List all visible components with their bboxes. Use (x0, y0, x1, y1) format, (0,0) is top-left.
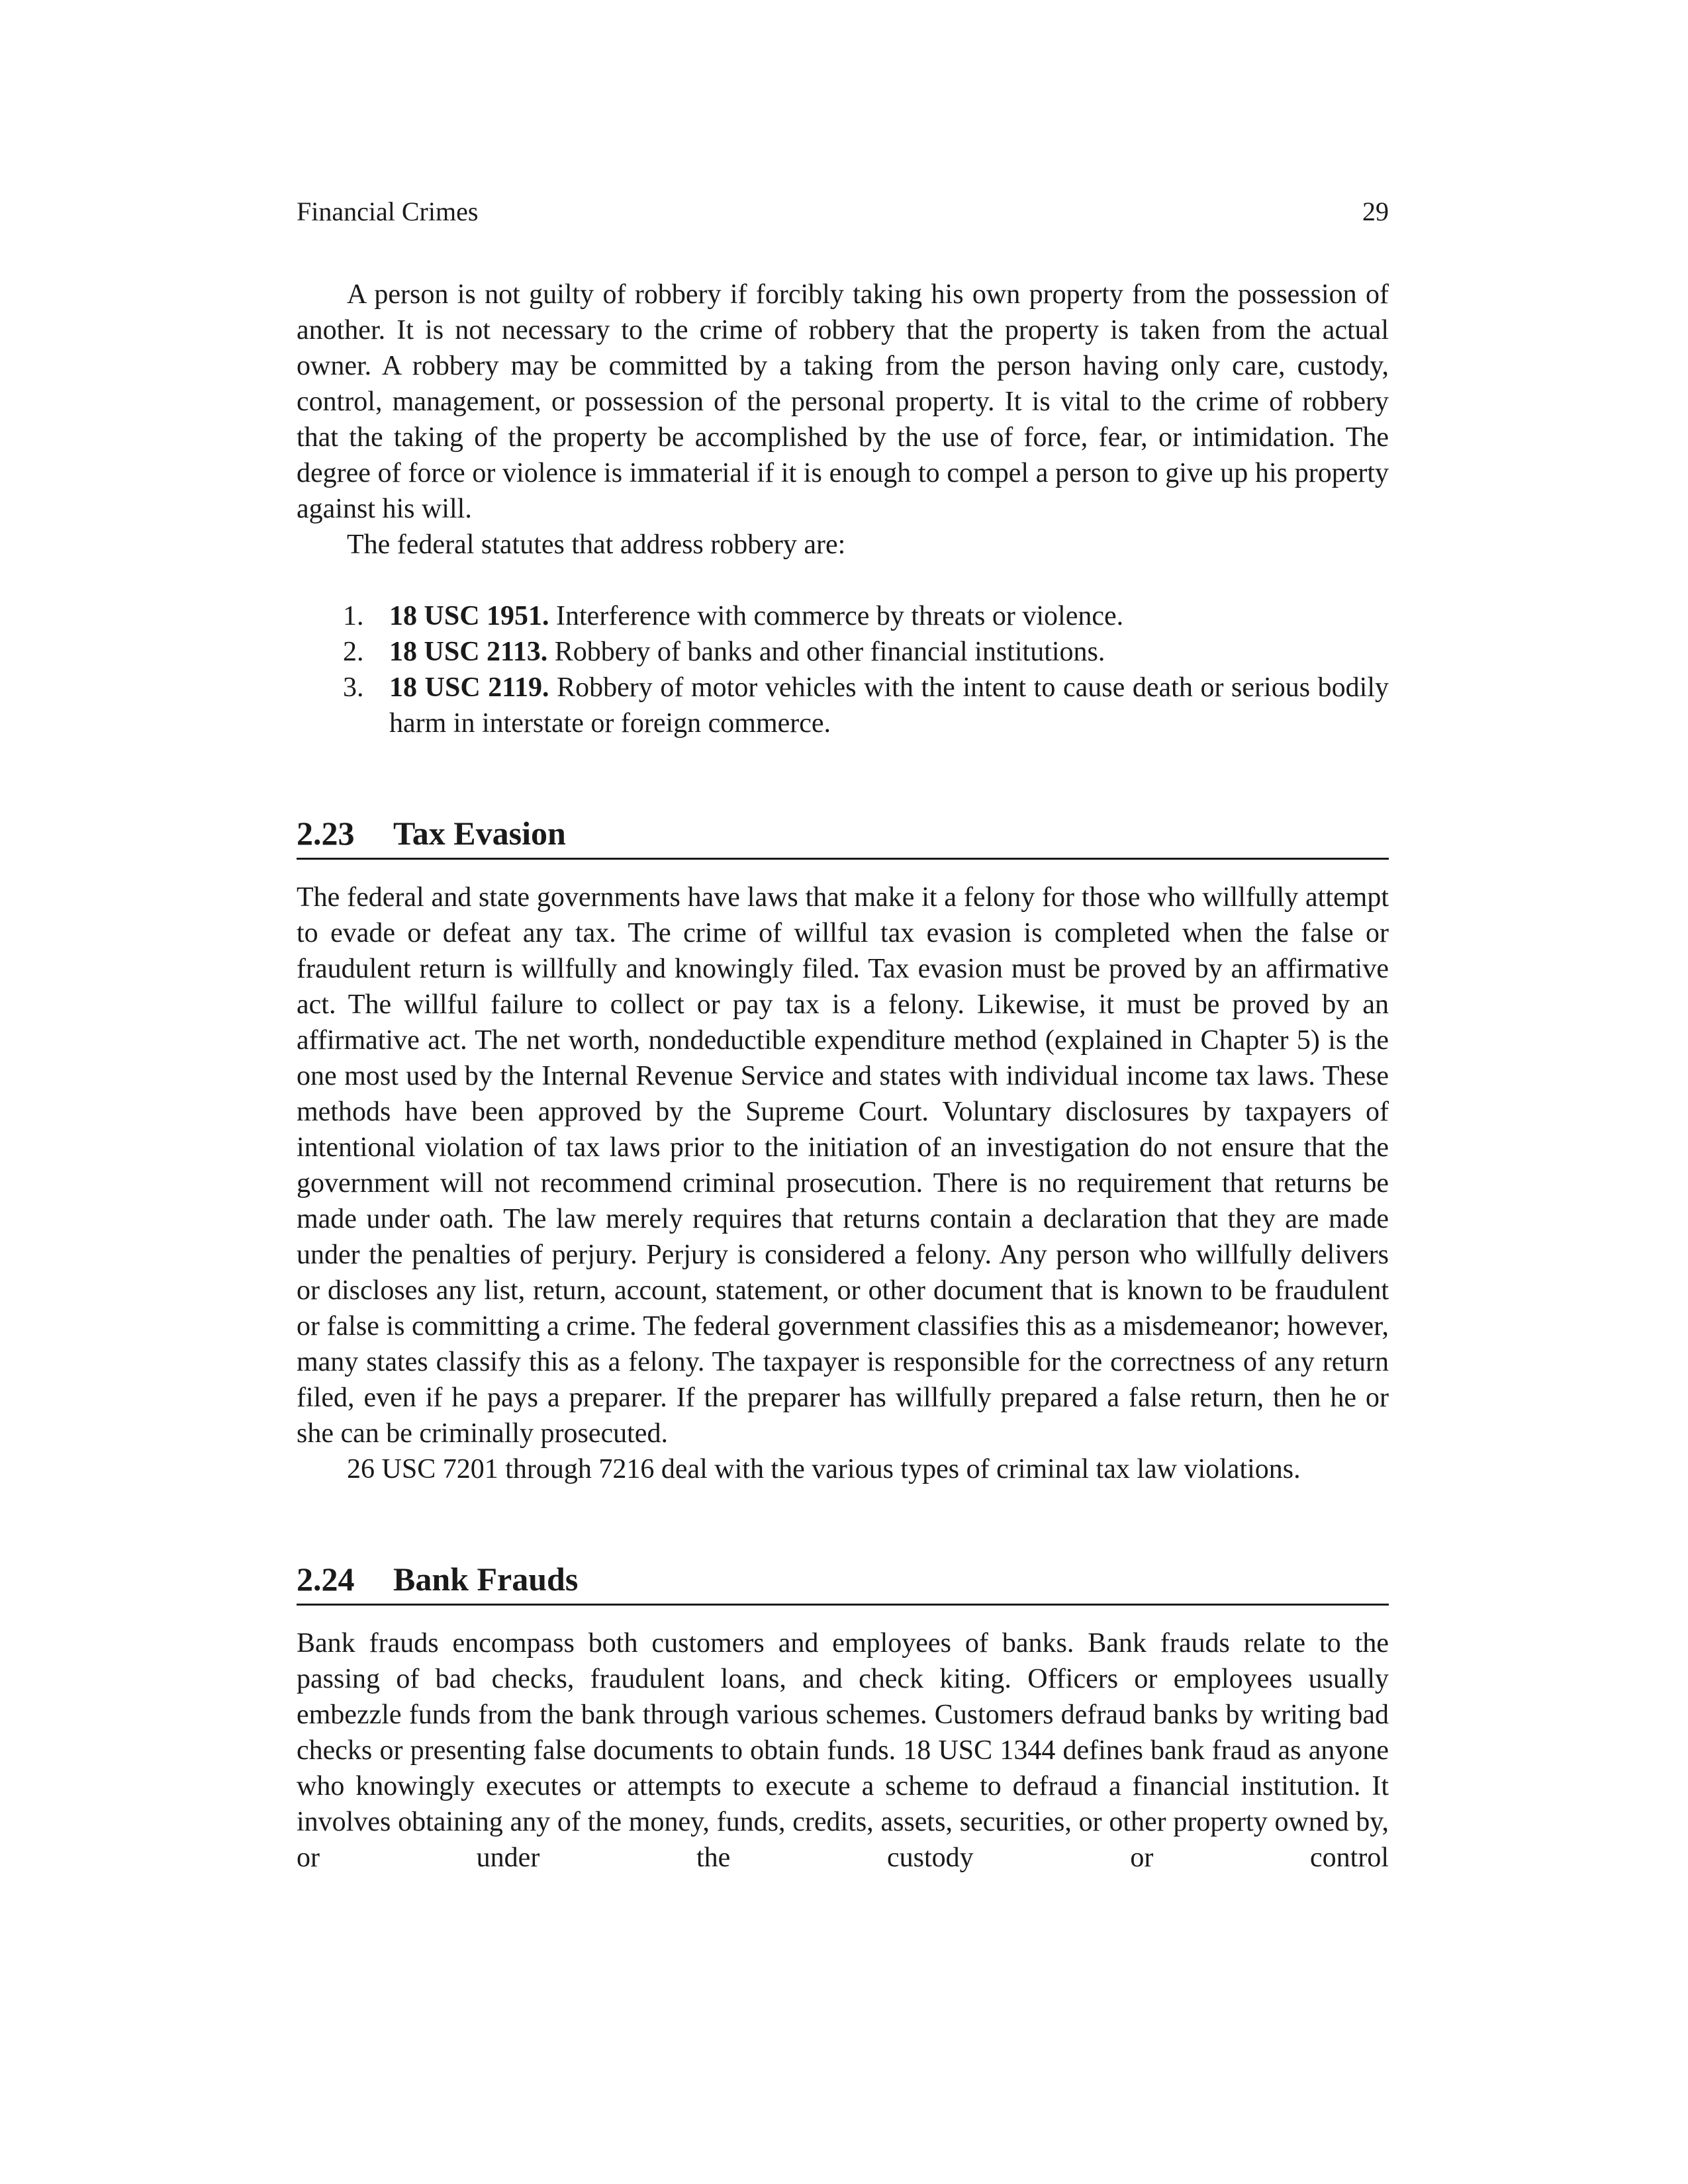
section-heading-bank-frauds (297, 1559, 1389, 1606)
robbery-statute-list (297, 598, 1389, 741)
running-title: Financial Crimes (297, 197, 479, 226)
section-heading-tax-evasion (297, 813, 1389, 860)
section-title: Tax Evasion (393, 815, 566, 852)
running-header (297, 192, 1389, 232)
tax-paragraph-2: 26 USC 7201 through 7216 deal with the various types of criminal tax law violations. (347, 1454, 1301, 1484)
tax-paragraph-1: The federal and state governments have laws that make it a felony for those who willfully attempt to evade or defeat any tax. The crime of willful tax evasion is completed when the false or fraudulent return is willfully and knowingly filed. Tax evasion must be proved by an affirmative act. The willful failure to collect or pay tax is a felony. Likewise, it must be proved by an affirmative act. The net worth, nondeductible expenditure method (explained in Chapter 5) is the one most used by the Internal Revenue Service and states with individual income tax laws. These methods have been approved by the Supreme Court. Voluntary disclosures by taxpayers of intentional violation of tax laws prior to the initiation of an investigation do not ensure that the government will not recommend criminal prosecution. There is no requirement that returns be made under oath. The law merely requires that returns contain a declaration that they are made under the penalties of perjury. Perjury is considered a felony. Any person who willfully delivers or discloses any list, return, account, statement, or other document that is known to be fraudulent or false is committing a crime. The federal government classifies this as a misdemeanor; however, many states classify this as a felony. The taxpayer is responsible for the correctness of any return filed, even if he pays a preparer. If the preparer has willfully prepared a false return, then he or she can be criminally prosecuted. (297, 882, 1389, 1449)
robbery-paragraph-2: The federal statutes that address robbery are: (347, 529, 846, 560)
list-item-number: 3. (343, 672, 364, 703)
book-page (297, 192, 1389, 1876)
list-item-number: 1. (343, 601, 364, 631)
section-number: 2.24 (297, 1561, 355, 1598)
bank-frauds-text (297, 1625, 1389, 1876)
list-item (297, 670, 1389, 741)
list-item-text (389, 634, 1389, 670)
statute-code: 18 USC 2113. (389, 637, 548, 667)
bank-paragraph-1: Bank frauds encompass both customers and employees of banks. Bank frauds relate to the passing of bad checks, fraudulent loans, and check kiting. Officers or employees usually embezzle funds from the bank through various schemes. Customers defraud banks by writing bad checks or presenting false documents to obtain funds. 18 USC 1344 defines bank fraud as anyone who knowingly executes or attempts to execute a scheme to defraud a financial institution. It involves obtaining any of the money, funds, credits, assets, securities, or other property owned by, or under the custody or control (297, 1628, 1389, 1873)
robbery-text (297, 277, 1389, 741)
section-number: 2.23 (297, 815, 355, 852)
list-item (297, 634, 1389, 670)
statute-description: Robbery of motor vehicles with the intent to cause death or serious bodily harm in interstate or foreign commerce. (389, 672, 1389, 739)
statute-description: Robbery of banks and other financial institutions. (547, 637, 1105, 667)
list-item (297, 598, 1389, 634)
robbery-paragraph-1: A person is not guilty of robbery if forcibly taking his own property from the possession of another. It is not necessary to the crime of robbery that the property is taken from the actual owner. A robbery may be committed by a taking from the person having only care, custody, control, management, or possession of the personal property. It is vital to the crime of robbery that the taking of the property be accomplished by the use of force, fear, or intimidation. The degree of force or violence is immaterial if it is enough to compel a person to give up his property against his will. (297, 279, 1389, 524)
section-title: Bank Frauds (393, 1561, 579, 1598)
list-item-text (389, 598, 1389, 634)
statute-code: 18 USC 2119. (389, 672, 549, 703)
tax-evasion-text (297, 880, 1389, 1487)
statute-description: Interference with commerce by threats or violence. (549, 601, 1124, 631)
header-spacer (297, 232, 1389, 277)
list-item-number: 2. (343, 637, 364, 667)
page-number: 29 (1362, 197, 1389, 226)
list-item-text (389, 670, 1389, 741)
statute-code: 18 USC 1951. (389, 601, 549, 631)
